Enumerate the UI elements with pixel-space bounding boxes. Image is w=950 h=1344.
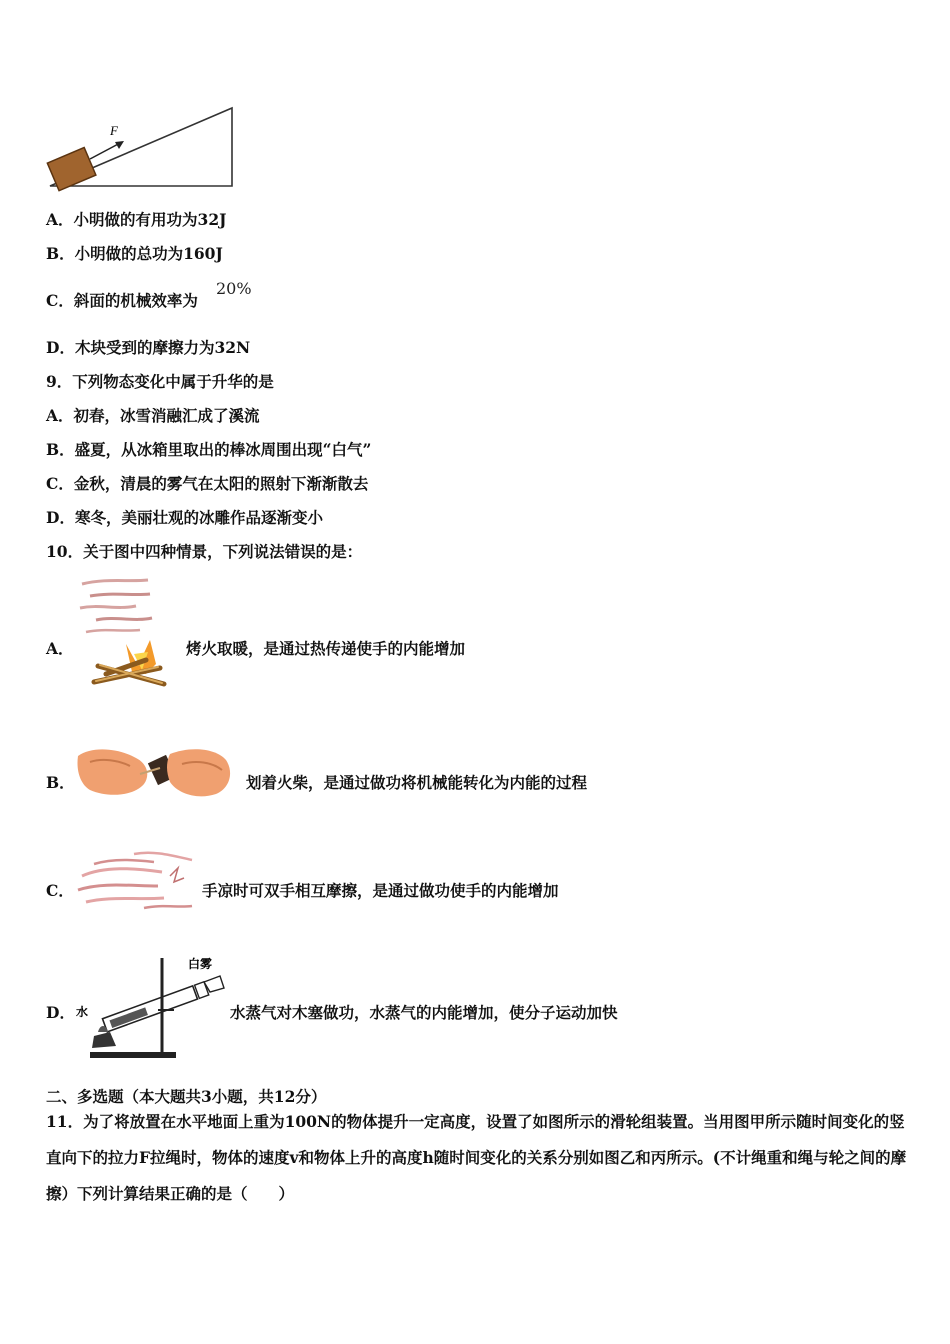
incline-figure	[44, 104, 244, 194]
force-label: F	[110, 123, 118, 138]
q8-option-c: C．斜面的机械效率为	[46, 291, 198, 310]
q9-option-c: C．金秋，清晨的雾气在太阳的照射下渐渐散去	[46, 474, 369, 493]
q10-option-b-letter: B．	[46, 773, 75, 792]
q10-option-c-letter: C．	[46, 881, 74, 900]
q10-option-d-letter: D．	[46, 1003, 75, 1022]
match-striking-figure	[74, 740, 234, 802]
q10-option-a-letter: A．	[46, 639, 74, 658]
q10-stem: 10．关于图中四种情景，下列说法错误的是：	[46, 542, 363, 561]
q8-option-d: D．木块受到的摩擦力为32N	[46, 338, 251, 357]
q9-option-d: D．寒冬，美丽壮观的冰雕作品逐渐变小	[46, 508, 323, 527]
efficiency-formula: 20%	[216, 279, 252, 298]
white-fog-label: 白雾	[188, 957, 213, 971]
q10-option-b-text: 划着火柴，是通过做功将机械能转化为内能的过程	[246, 773, 588, 792]
rubbing-hands-figure	[74, 846, 198, 916]
q10-option-c-text: 手凉时可双手相互摩擦，是通过做功使手的内能增加	[202, 881, 559, 900]
water-label: 水	[76, 1005, 89, 1019]
steam-cork-apparatus-figure	[74, 954, 230, 1064]
q10-option-a-text: 烤火取暖，是通过热传递使手的内能增加	[186, 639, 466, 658]
section-title: 二、多选题（本大题共3小题，共12分）	[46, 1087, 327, 1106]
q9-option-a: A．初春，冰雪消融汇成了溪流	[46, 406, 260, 425]
q8-option-b: B．小明做的总功为160J	[46, 244, 223, 263]
q10-option-d-text: 水蒸气对木塞做功，水蒸气的内能增加，使分子运动加快	[230, 1003, 618, 1022]
campfire-hands-figure	[76, 574, 176, 694]
q8-option-a: A．小明做的有用功为32J	[46, 210, 227, 229]
q9-option-b: B．盛夏，从冰箱里取出的棒冰周围出现“白气”	[46, 440, 372, 459]
q11-stem: 11．为了将放置在水平地面上重为100N的物体提升一定高度，设置了如图所示的滑轮组装置。当用图甲所示随时间变化的竖直向下的拉力F拉绳时，物体的速度v和物体上升的高度h随时间变化的关系分别如图乙和丙所示。(不计绳重和绳与轮之间的摩擦）下列计算结果正确的是（ ）	[46, 1112, 907, 1203]
q9-stem: 9．下列物态变化中属于升华的是	[46, 372, 274, 391]
